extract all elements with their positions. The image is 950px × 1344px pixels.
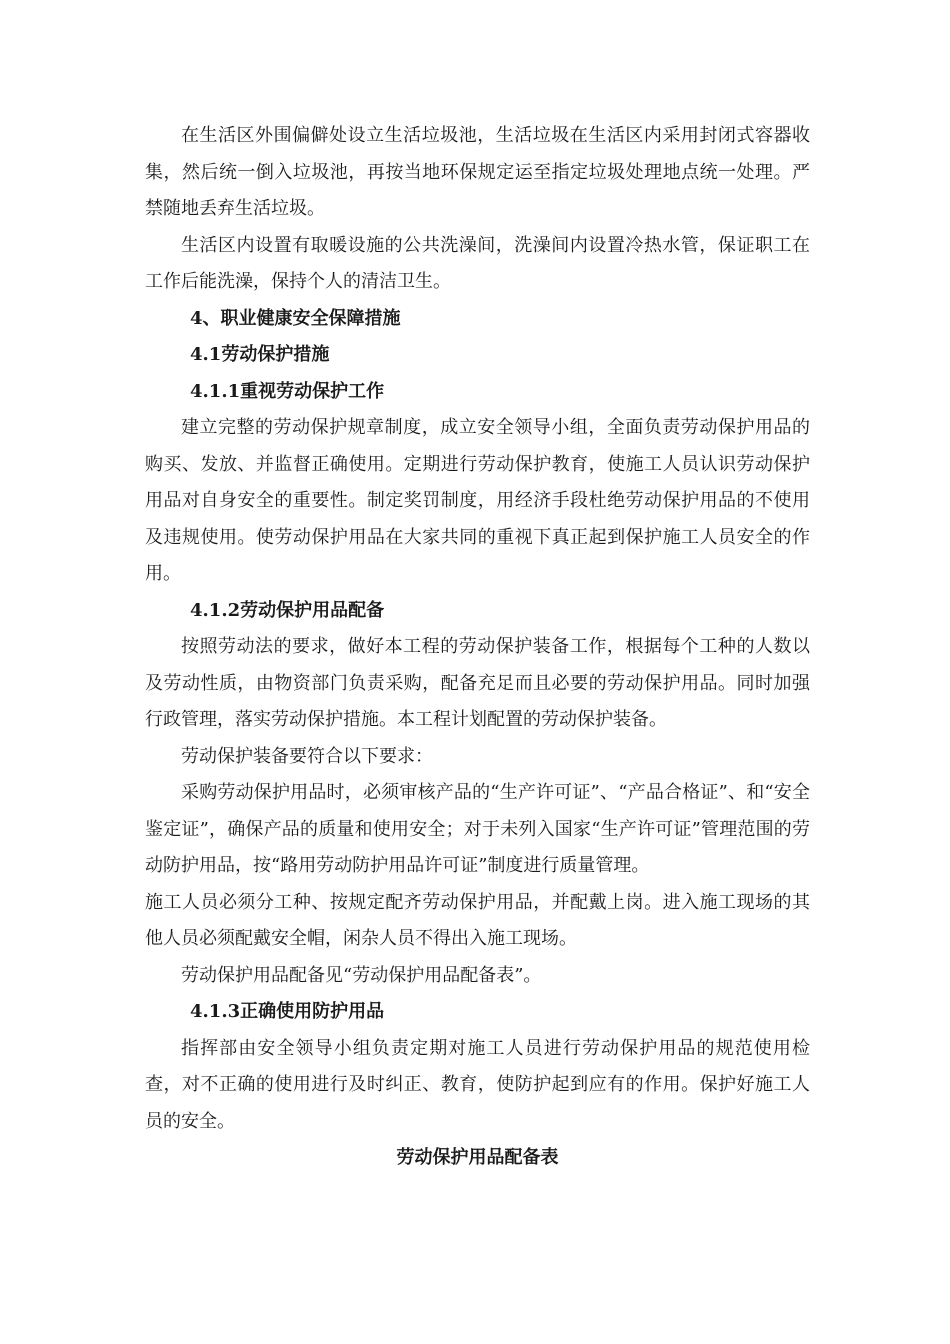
heading-4-1-1: 4.1.1重视劳动保护工作 xyxy=(190,380,385,402)
heading-4: 4、职业健康安全保障措施 xyxy=(190,307,401,329)
heading-4-1: 4.1劳动保护措施 xyxy=(190,344,330,365)
paragraph-bathhouse: 生活区内设置有取暖设施的公共洗澡间，洗澡间内设置冷热水管，保证职工在工作后能洗澡，保持个人的清洁卫生。 xyxy=(145,234,810,292)
paragraph-workers: 施工人员必须分工种、按规定配齐劳动保护用品，并配戴上岗。进入施工现场的其他人员必须配戴安全帽，闲杂人员不得出入施工现场。 xyxy=(145,891,810,949)
heading-4-1-3: 4.1.3正确使用防护用品 xyxy=(190,1001,385,1022)
paragraph-protection-rules: 建立完整的劳动保护规章制度，成立安全领导小组，全面负责劳动保护用品的购买、发放、并监督正确使用。定期进行劳动保护教育，使施工人员认识劳动保护用品对自身安全的重要性。制定奖罚制度，用经济手段杜绝劳动保护用品的不使用及违规使用。使劳动保护用品在大家共同的重视下真正起到保护施工人员安全的作用。 xyxy=(145,417,810,584)
heading-4-1-2: 4.1.2劳动保护用品配备 xyxy=(190,599,385,621)
paragraph-garbage: 在生活区外围偏僻处设立生活垃圾池，生活垃圾在生活区内采用封闭式容器收集，然后统一倒入垃圾池，再按当地环保规定运至指定垃圾处理地点统一处理。严禁随地丢弃生活垃圾。 xyxy=(145,125,810,219)
table-title: 劳动保护用品配备表 xyxy=(396,1147,559,1168)
paragraph-requirements-intro: 劳动保护装备要符合以下要求： xyxy=(181,745,433,767)
paragraph-procurement: 采购劳动保护用品时，必须审核产品的“生产许可证”、“产品合格证”、和“安全鉴定证”，确保产品的质量和使用安全；对于未列入国家“生产许可证”管理范围的劳动防护用品，按“路用劳动防护用品许可证”制度进行质量管理。 xyxy=(145,782,810,876)
paragraph-see-table: 劳动保护用品配备见“劳动保护用品配备表”。 xyxy=(181,964,542,986)
paragraph-inspection: 指挥部由安全领导小组负责定期对施工人员进行劳动保护用品的规范使用检查，对不正确的使用进行及时纠正、教育，使防护起到应有的作用。保护好施工人员的安全。 xyxy=(145,1037,810,1132)
document-page xyxy=(145,118,810,1177)
paragraph-labor-law: 按照劳动法的要求，做好本工程的劳动保护装备工作，根据每个工种的人数以及劳动性质，由物资部门负责采购，配备充足而且必要的劳动保护用品。同时加强行政管理，落实劳动保护措施。本工程计划配置的劳动保护装备。 xyxy=(145,636,810,730)
